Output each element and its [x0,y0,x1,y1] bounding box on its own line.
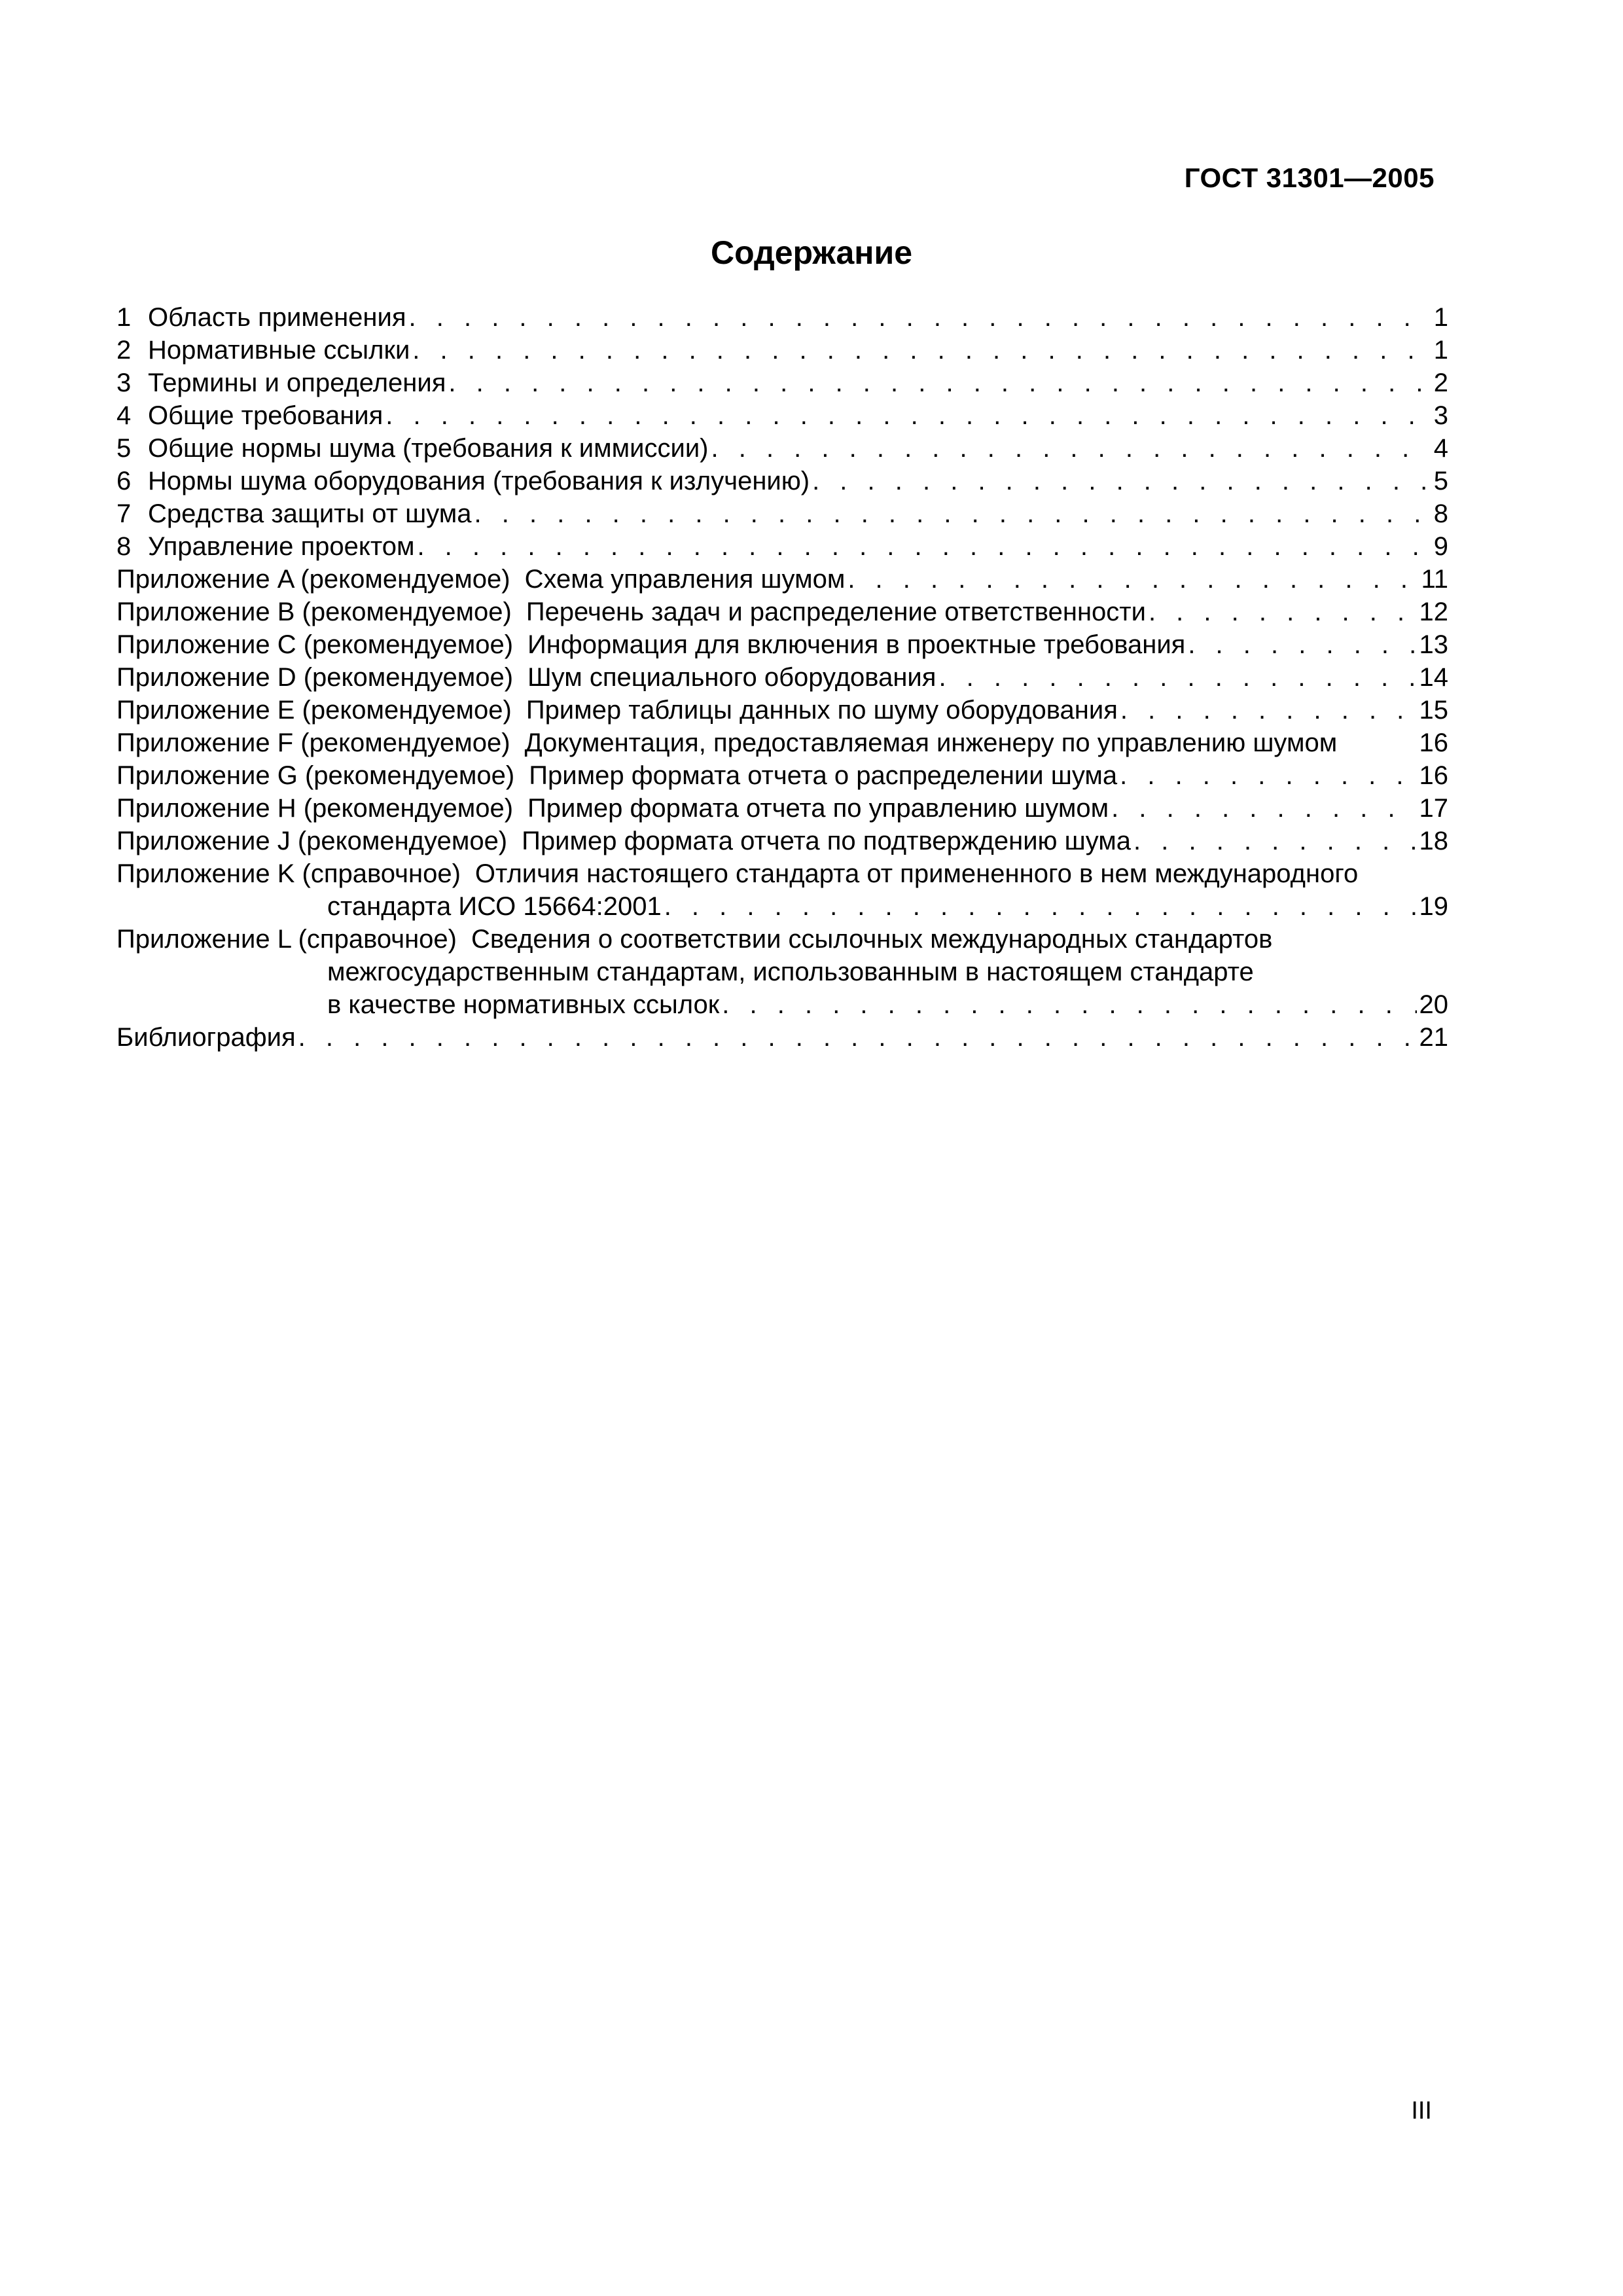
toc-entry-2[interactable] [116,334,1448,367]
toc-title: Содержание [710,234,913,271]
toc-entry-page: 9 [1433,532,1448,561]
bibliography-title: Библиография [116,1023,296,1052]
annex-title: Пример формата отчета о распределении шума [529,761,1118,790]
dot-leader [812,465,1431,497]
toc-entry-page: 11 [1421,565,1448,594]
toc-entry-1[interactable] [116,301,1448,334]
toc-entry-page: 15 [1419,696,1448,725]
dot-leader [711,432,1431,465]
toc-annex-a[interactable] [116,563,1448,596]
toc-entry-title: Нормы шума оборудования (требования к излучению) [148,467,810,495]
annex-title: Пример таблицы данных по шуму оборудования [526,696,1118,725]
toc-annex-l-continued-2[interactable] [116,988,1448,1021]
toc-entry-page: 8 [1433,499,1448,528]
toc-entry-number: 1 [116,303,132,332]
toc-entry-page: 4 [1433,434,1448,463]
annex-heading: Приложение C (рекомендуемое) [116,630,514,659]
annex-title: Информация для включения в проектные требования [527,630,1186,659]
toc-bibliography[interactable] [116,1021,1448,1054]
toc-entry-page: 1 [1433,303,1448,332]
toc-entry-number: 8 [116,532,132,561]
dot-leader [722,988,1416,1021]
toc-entry-page: 19 [1419,892,1448,921]
toc-annex-k-continued[interactable] [116,890,1448,923]
toc-entry-title: Общие нормы шума (требования к иммиссии) [148,434,709,463]
annex-heading: Приложение G (рекомендуемое) [116,761,515,790]
annex-heading: Приложение E (рекомендуемое) [116,696,512,725]
dot-leader [664,890,1417,923]
annex-heading: Приложение J (рекомендуемое) [116,827,508,855]
dot-leader [938,661,1416,694]
toc-entry-title: Общие требования [148,401,383,430]
toc-entry-page: 21 [1419,1023,1448,1052]
dot-leader [1188,628,1416,661]
annex-title-line: межгосударственным стандартам, использованным в настоящем стандарте [327,958,1254,986]
annex-heading: Приложение A (рекомендуемое) [116,565,510,594]
toc-entry-title: Средства защиты от шума [148,499,472,528]
dot-leader [1149,596,1417,628]
toc-entry-6[interactable] [116,465,1448,497]
annex-title-line: Отличия настоящего стандарта от примененного в нем международного [474,859,1359,888]
document-code: ГОСТ 31301—2005 [1184,162,1435,193]
dot-leader [385,399,1431,432]
dot-leader [448,367,1431,399]
toc-annex-h[interactable] [116,792,1448,825]
dot-leader [847,563,1418,596]
annex-title-line: стандарта ИСО 15664:2001 [327,892,662,921]
toc-entry-page: 14 [1419,663,1448,692]
dot-leader [417,530,1431,563]
toc-entry-3[interactable] [116,367,1448,399]
toc-entry-page: 16 [1419,761,1448,790]
annex-title: Перечень задач и распределение ответственности [526,598,1146,626]
dot-leader [298,1021,1417,1054]
toc-entry-7[interactable] [116,497,1448,530]
toc-annex-j[interactable] [116,825,1448,857]
annex-heading: Приложение F (рекомендуемое) [116,728,510,757]
toc-annex-e[interactable] [116,694,1448,726]
dot-leader [1133,825,1416,857]
annex-title: Пример формата отчета по подтверждению шума [522,827,1132,855]
dot-leader [1120,759,1416,792]
toc-entry-title: Термины и определения [148,368,446,397]
annex-title: Пример формата отчета по управлению шумом [527,794,1109,823]
toc-entry-5[interactable] [116,432,1448,465]
dot-leader [1120,694,1417,726]
toc-annex-l[interactable] [116,923,1448,956]
toc-annex-f[interactable] [116,726,1448,759]
dot-leader [474,497,1431,530]
dot-leader [412,334,1431,367]
toc-entry-number: 4 [116,401,132,430]
annex-title: Схема управления шумом [524,565,846,594]
annex-title-line: в качестве нормативных ссылок [327,990,720,1019]
toc-entry-number: 7 [116,499,132,528]
toc-entry-page: 17 [1419,794,1448,823]
toc-entry-page: 12 [1419,598,1448,626]
page-number: III [1411,2097,1432,2125]
toc-entry-title: Управление проектом [148,532,415,561]
annex-title: Шум специального оборудования [527,663,936,692]
toc-entry-page: 16 [1419,728,1448,757]
toc-annex-b[interactable] [116,596,1448,628]
toc-entry-page: 20 [1419,990,1448,1019]
toc-entry-title: Область применения [148,303,406,332]
toc-entry-page: 1 [1433,336,1448,365]
toc-entry-8[interactable] [116,530,1448,563]
toc-entry-page: 5 [1433,467,1448,495]
annex-title: Документация, предоставляемая инженеру по управлению шумом [524,728,1338,757]
toc-entry-4[interactable] [116,399,1448,432]
annex-heading: Приложение D (рекомендуемое) [116,663,514,692]
annex-heading: Приложение K (справочное) [116,859,461,888]
toc-entry-page: 13 [1419,630,1448,659]
toc-annex-g[interactable] [116,759,1448,792]
annex-heading: Приложение B (рекомендуемое) [116,598,512,626]
annex-heading: Приложение L (справочное) [116,925,457,954]
toc-entry-title: Нормативные ссылки [148,336,410,365]
toc-entry-number: 6 [116,467,132,495]
toc-entry-number: 3 [116,368,132,397]
toc-entry-page: 3 [1433,401,1448,430]
toc-entry-page: 18 [1419,827,1448,855]
toc-annex-d[interactable] [116,661,1448,694]
table-of-contents [116,301,1448,1054]
toc-annex-k[interactable] [116,857,1448,890]
toc-annex-l-continued [116,956,1448,988]
toc-entry-number: 2 [116,336,132,365]
annex-heading: Приложение H (рекомендуемое) [116,794,514,823]
toc-entry-number: 5 [116,434,132,463]
toc-annex-c[interactable] [116,628,1448,661]
dot-leader [409,301,1431,334]
annex-title-line: Сведения о соответствии ссылочных международных стандартов [471,925,1273,954]
dot-leader [1111,792,1416,825]
toc-entry-page: 2 [1433,368,1448,397]
